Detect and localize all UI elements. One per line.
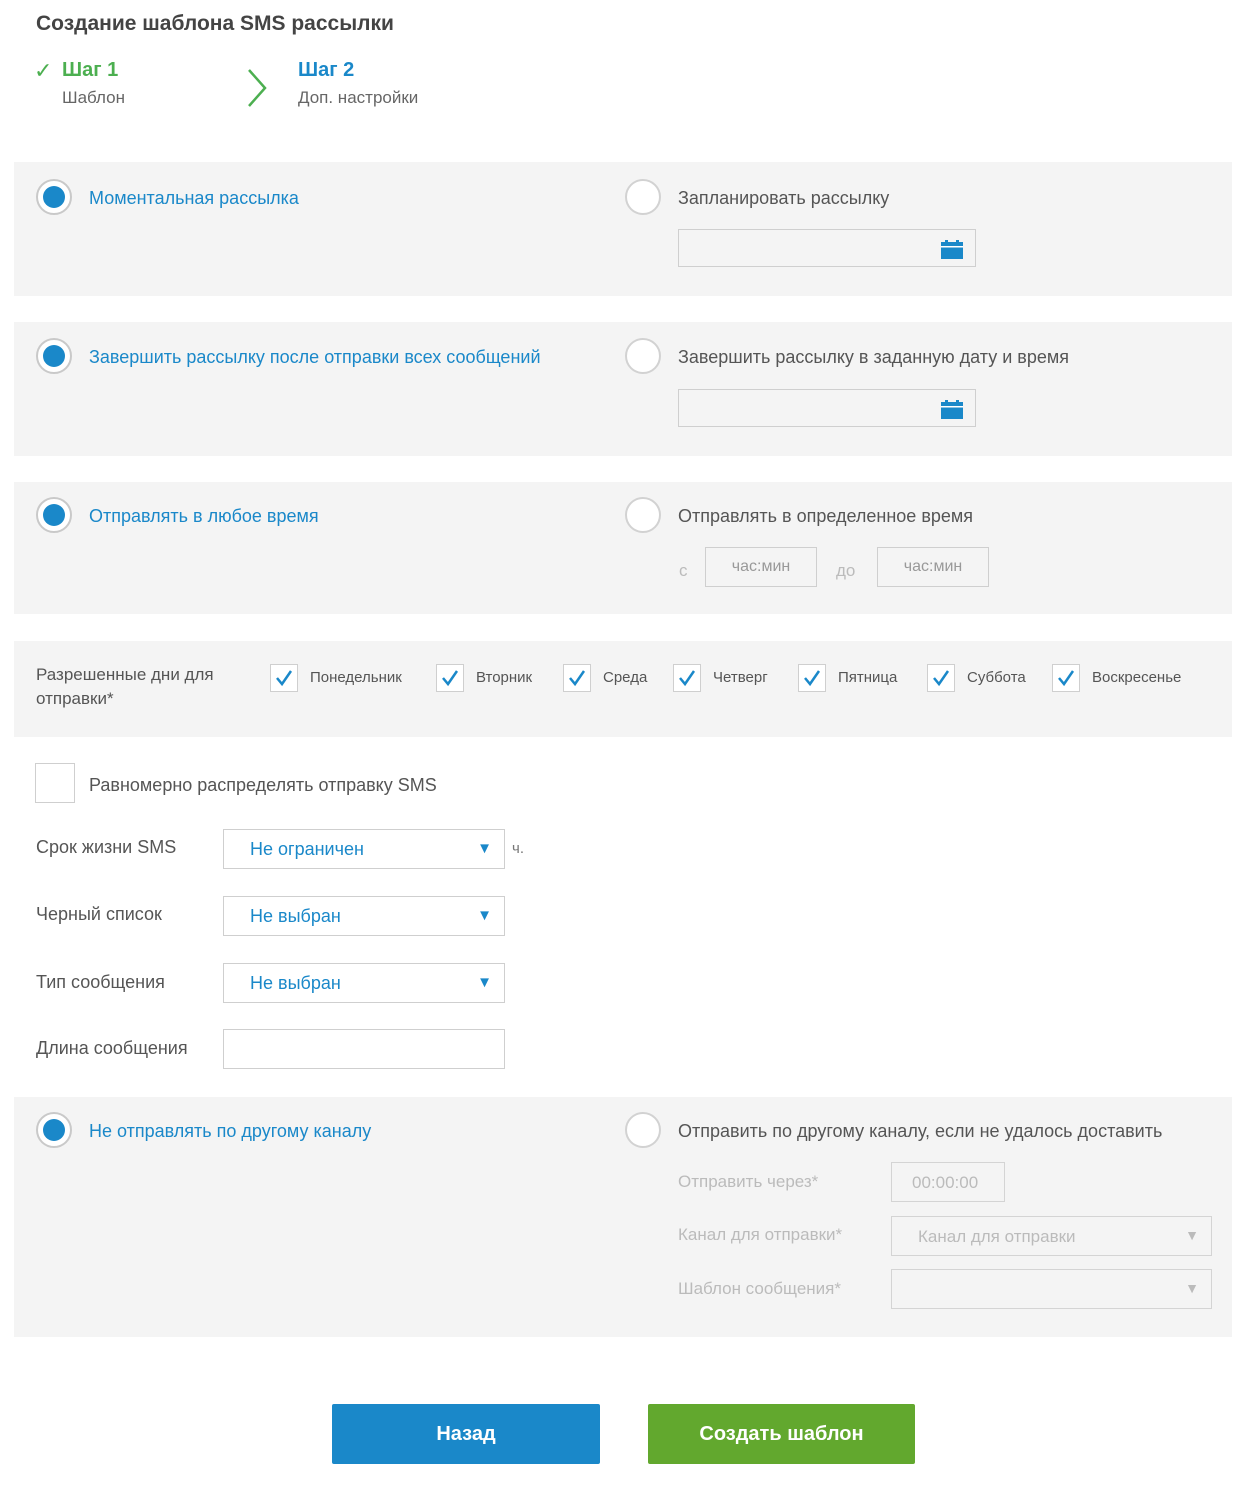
tuesday-checkbox[interactable]	[436, 664, 464, 692]
calendar-icon[interactable]	[941, 400, 963, 424]
monday-label[interactable]: Понедельник	[310, 669, 402, 686]
channel-value: Канал для отправки	[918, 1227, 1076, 1246]
message-length-label: Длина сообщения	[36, 1038, 188, 1058]
any-time-radio[interactable]	[36, 497, 72, 533]
dropdown-arrow-icon: ▼	[1185, 1227, 1199, 1243]
no-fallback-radio[interactable]	[36, 1112, 72, 1148]
monday-checkbox[interactable]	[270, 664, 298, 692]
send-after-label: Отправить через*	[678, 1172, 819, 1191]
send-after-value: 00:00:00	[912, 1173, 979, 1192]
dropdown-arrow-icon: ▼	[477, 840, 492, 857]
end-after-all-label[interactable]: Завершить рассылку после отправки всех сообщений	[89, 347, 541, 367]
end-at-date-label[interactable]: Завершить рассылку в заданную дату и время	[678, 347, 1069, 367]
specific-time-radio[interactable]	[625, 497, 661, 533]
to-label: до	[836, 561, 856, 580]
specific-time-label[interactable]: Отправлять в определенное время	[678, 506, 974, 526]
step-1-subtitle: Шаблон	[62, 88, 125, 107]
distribute-checkbox[interactable]	[35, 763, 75, 803]
template-select[interactable]	[891, 1269, 1212, 1309]
wednesday-checkbox[interactable]	[563, 664, 591, 692]
template-label: Шаблон сообщения*	[678, 1279, 841, 1298]
send-after-input[interactable]	[891, 1162, 1005, 1202]
message-type-label: Тип сообщения	[36, 972, 165, 992]
lifetime-unit: ч.	[512, 840, 524, 857]
time-to-input[interactable]: час:мин	[877, 547, 989, 587]
saturday-checkbox[interactable]	[927, 664, 955, 692]
chevron-right-icon	[246, 68, 268, 113]
from-label: с	[679, 561, 688, 580]
fallback-radio[interactable]	[625, 1112, 661, 1148]
blacklist-label: Черный список	[36, 904, 162, 924]
sunday-checkbox[interactable]	[1052, 664, 1080, 692]
distribute-label[interactable]: Равномерно распределять отправку SMS	[89, 775, 437, 795]
thursday-checkbox[interactable]	[673, 664, 701, 692]
create-template-button[interactable]: Создать шаблон	[648, 1404, 915, 1464]
message-type-value: Не выбран	[250, 973, 341, 993]
step-1-title[interactable]: Шаг 1	[62, 59, 119, 81]
wednesday-label[interactable]: Среда	[603, 669, 648, 686]
send-time-panel	[14, 482, 1232, 614]
time-from-input[interactable]: час:мин	[705, 547, 817, 587]
lifetime-value: Не ограничен	[250, 839, 364, 859]
lifetime-select[interactable]	[223, 829, 505, 869]
thursday-label[interactable]: Четверг	[713, 669, 768, 686]
dropdown-arrow-icon: ▼	[1185, 1280, 1199, 1296]
step-2-title[interactable]: Шаг 2	[298, 59, 355, 81]
blacklist-select[interactable]	[223, 896, 505, 936]
allowed-days-label: Разрешенные дни для отправки*	[36, 665, 214, 708]
end-mode-panel	[14, 322, 1232, 456]
end-after-all-radio[interactable]	[36, 338, 72, 374]
send-mode-panel	[14, 162, 1232, 296]
any-time-label[interactable]: Отправлять в любое время	[89, 506, 319, 526]
instant-send-radio[interactable]	[36, 179, 72, 215]
back-button[interactable]: Назад	[332, 1404, 600, 1464]
page-title: Создание шаблона SMS рассылки	[36, 12, 394, 35]
dropdown-arrow-icon: ▼	[477, 974, 492, 991]
message-length-input[interactable]	[223, 1029, 505, 1069]
friday-checkbox[interactable]	[798, 664, 826, 692]
end-at-date-radio[interactable]	[625, 338, 661, 374]
tuesday-label[interactable]: Вторник	[476, 669, 533, 686]
saturday-label[interactable]: Суббота	[967, 669, 1026, 686]
dropdown-arrow-icon: ▼	[477, 907, 492, 924]
scheduled-send-radio[interactable]	[625, 179, 661, 215]
no-fallback-label[interactable]: Не отправлять по другому каналу	[89, 1121, 372, 1141]
schedule-date-input[interactable]	[678, 229, 976, 267]
end-date-input[interactable]	[678, 389, 976, 427]
calendar-icon[interactable]	[941, 240, 963, 264]
checkmark-icon: ✓	[34, 58, 53, 83]
fallback-label[interactable]: Отправить по другому каналу, если не удалось доставить	[678, 1121, 1163, 1141]
blacklist-value: Не выбран	[250, 906, 341, 926]
friday-label[interactable]: Пятница	[838, 669, 898, 686]
instant-send-label[interactable]: Моментальная рассылка	[89, 188, 299, 208]
sunday-label[interactable]: Воскресенье	[1092, 669, 1182, 686]
channel-label: Канал для отправки*	[678, 1225, 843, 1244]
message-type-select[interactable]	[223, 963, 505, 1003]
step-2-subtitle: Доп. настройки	[298, 88, 419, 107]
scheduled-send-label[interactable]: Запланировать рассылку	[678, 188, 890, 208]
channel-select[interactable]	[891, 1216, 1212, 1256]
lifetime-label: Срок жизни SMS	[36, 837, 177, 857]
